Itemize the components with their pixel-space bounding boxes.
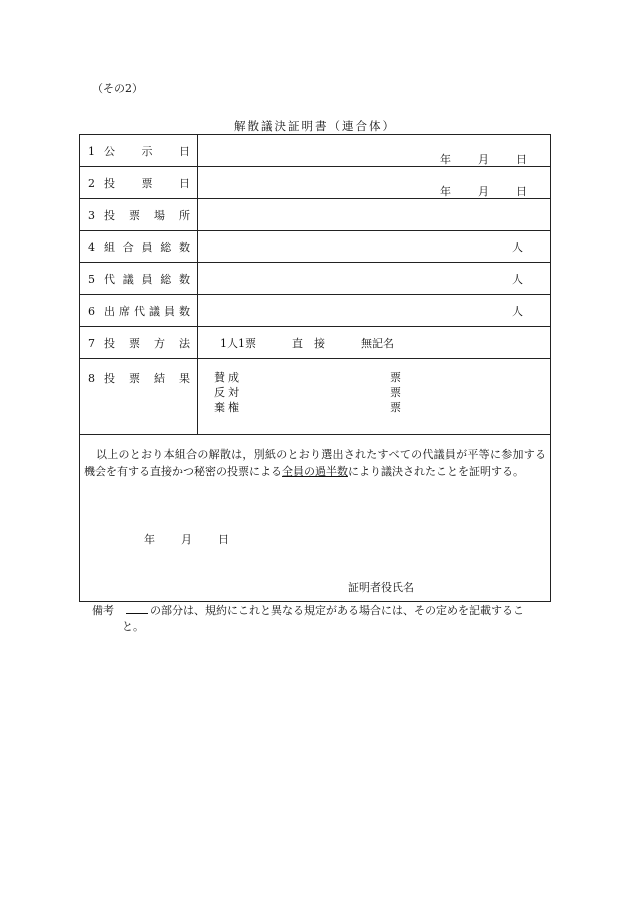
unit-label: 人 xyxy=(512,272,523,286)
month-label: 月 xyxy=(478,184,489,198)
page-label: （その2） xyxy=(92,82,143,95)
voting-results-field[interactable] xyxy=(198,359,551,435)
row-number: 4 xyxy=(88,240,95,254)
day-label: 日 xyxy=(516,184,527,198)
unit-label: 人 xyxy=(512,304,523,318)
row-voting-place xyxy=(80,199,551,231)
row-label: 投票場所 xyxy=(104,208,190,222)
document-title: 解散議決証明書（連合体） xyxy=(234,119,396,133)
row-total-delegates xyxy=(80,263,551,295)
certification-statement: 以上のとおり本組合の解散は，別紙のとおり選出されたすべての代議員が平等に参加する機会を有する直接かつ秘密の投票による全員の過半数により議決されたことを証明する。 xyxy=(84,448,546,478)
year-label: 年 xyxy=(144,533,155,546)
certifier-name-label: 証明者役氏名 xyxy=(348,581,414,594)
voting-method-field xyxy=(198,327,551,359)
result-unit-label: 票 xyxy=(390,371,401,384)
result-unit-label: 票 xyxy=(390,386,401,399)
row-label: 出席代議員数 xyxy=(104,304,190,318)
underline-sample xyxy=(126,613,148,614)
row-label: 投票結果 xyxy=(104,372,190,385)
remarks-label: 備考 xyxy=(92,604,114,617)
year-label: 年 xyxy=(440,152,451,166)
row-number: 5 xyxy=(88,272,95,286)
method-direct: 直 接 xyxy=(292,336,325,350)
row-number: 7 xyxy=(88,336,95,350)
row-label: 投票日 xyxy=(104,176,190,190)
row-voting-results xyxy=(80,359,551,435)
row-number: 3 xyxy=(88,208,95,222)
row-number: 1 xyxy=(88,144,95,158)
remarks-continuation: と。 xyxy=(122,620,144,633)
unit-label: 人 xyxy=(512,240,523,254)
remarks-text: の部分は、規約にこれと異なる規定がある場合には、その定めを記載するこ xyxy=(150,604,524,617)
result-item-label: 賛成 xyxy=(214,371,242,384)
row-total-members xyxy=(80,231,551,263)
result-against xyxy=(198,385,550,400)
row-number: 2 xyxy=(88,176,95,190)
row-label: 投票方法 xyxy=(104,336,190,350)
attending-delegates-field[interactable] xyxy=(198,295,551,327)
result-item-label: 棄権 xyxy=(214,401,242,414)
certificate-form-table xyxy=(79,134,551,602)
notice-date-field[interactable] xyxy=(198,135,551,167)
row-label: 公示日 xyxy=(104,144,190,158)
row-attending-delegates xyxy=(80,295,551,327)
remarks-note xyxy=(92,603,552,635)
row-notice-date xyxy=(80,135,551,167)
day-label: 日 xyxy=(516,152,527,166)
result-abstain xyxy=(198,400,550,415)
row-voting-date xyxy=(80,167,551,199)
method-secret-ballot: 無記名 xyxy=(361,336,394,350)
certification-block xyxy=(80,435,551,602)
day-label: 日 xyxy=(218,533,229,546)
row-voting-method xyxy=(80,327,551,359)
year-label: 年 xyxy=(440,184,451,198)
month-label: 月 xyxy=(478,152,489,166)
certification-date[interactable] xyxy=(144,531,229,547)
voting-date-field[interactable] xyxy=(198,167,551,199)
result-unit-label: 票 xyxy=(390,401,401,414)
row-number: 6 xyxy=(88,304,95,318)
total-members-field[interactable] xyxy=(198,231,551,263)
result-item-label: 反対 xyxy=(214,386,242,399)
underlined-phrase: 全員の過半数 xyxy=(282,464,348,478)
row-label: 組合員総数 xyxy=(104,240,190,254)
row-certification xyxy=(80,435,551,602)
method-one-person-one-vote: 1人1票 xyxy=(220,336,256,350)
row-number: 8 xyxy=(88,372,95,385)
result-for xyxy=(198,370,550,385)
month-label: 月 xyxy=(181,533,192,546)
row-label: 代議員総数 xyxy=(104,272,190,286)
total-delegates-field[interactable] xyxy=(198,263,551,295)
voting-place-field[interactable] xyxy=(198,199,551,231)
